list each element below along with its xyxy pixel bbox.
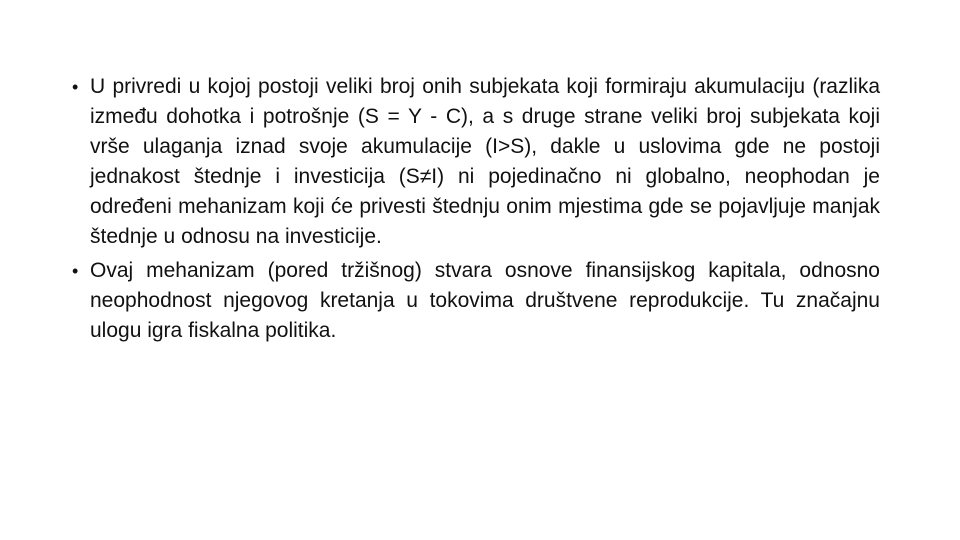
bullet-text-2: Ovaj mehanizam (pored tržišnog) stvara osnove finansijskog kapitala, odnosno neophodnost njegovog kretanja u tokovima društvene reprodukcije. Tu značajnu ulogu igra fiskalna politika. — [90, 259, 880, 342]
bullet-text-1: U privredi u kojoj postoji veliki broj onih subjekata koji formiraju akumulaciju (razlika između dohotka i potrošnje (S = Y - C), a s druge strane veliki broj subjekata koji vrše ulaganja iznad svoje akumulacije (I>S), dakle u uslovima gde ne postoji jednakost štednje i investicija (S≠I) ni pojedinačno ni globalno, neophodan je određeni mehanizam koji će privesti štednju onim mjestima gde se pojavljuje manjak štednje u odnosu na investicije. — [90, 75, 880, 248]
bullet-list — [72, 72, 880, 350]
bullet-icon: • — [72, 77, 79, 97]
bullet-item-2 — [72, 256, 880, 346]
bullet-item-1 — [72, 72, 880, 252]
bullet-icon: • — [72, 261, 79, 281]
